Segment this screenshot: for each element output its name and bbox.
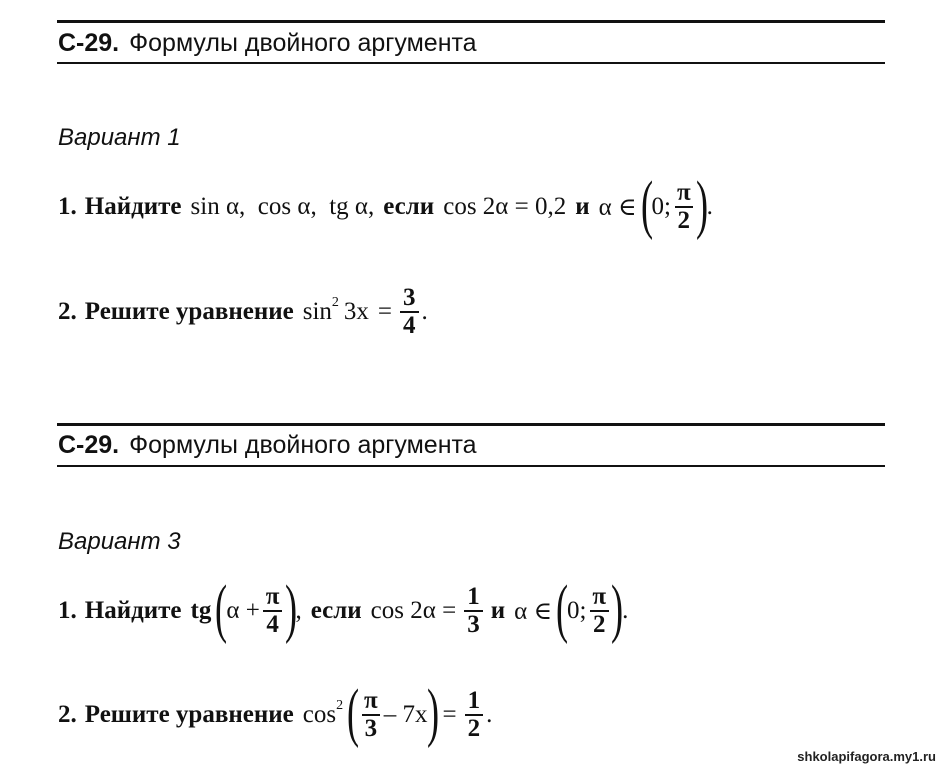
section-2-title	[58, 430, 477, 460]
fraction-denominator: 2	[675, 206, 694, 234]
interval-fraction	[589, 584, 609, 638]
fraction-denominator: 4	[400, 311, 419, 339]
task-number: 2.	[58, 298, 77, 325]
rhs-fraction	[400, 285, 419, 339]
section-1-code: С-29.	[58, 29, 120, 57]
task-membership: α ∈	[598, 194, 637, 221]
fraction-numerator: 1	[467, 687, 481, 714]
section-1-title	[58, 28, 477, 58]
left-paren: (	[347, 676, 360, 749]
condition-fraction	[464, 584, 483, 638]
left-paren: (	[640, 168, 653, 241]
task-text: Решите уравнение	[84, 298, 294, 325]
equation-equals: =	[442, 701, 457, 728]
task-end: .	[622, 597, 629, 624]
section-2-bottom-rule	[57, 465, 885, 467]
section-2-code: С-29.	[58, 431, 120, 459]
fraction-denominator: 3	[464, 610, 483, 638]
task-and: и	[490, 597, 506, 624]
left-paren: (	[215, 572, 228, 645]
section-2-task-1	[58, 572, 629, 646]
task-condition-word: если	[310, 597, 362, 624]
argument-left: α +	[226, 597, 260, 624]
task-expression: sin α, cos α, tg α,	[190, 193, 375, 220]
task-end: .	[706, 193, 713, 220]
argument-fraction	[361, 688, 381, 742]
section-1-title-text: Формулы двойного аргумента	[129, 29, 477, 57]
task-number: 1.	[58, 193, 77, 220]
equation-argument: 3x	[343, 298, 369, 325]
section-2-task-2	[58, 676, 493, 750]
fraction-numerator: π	[592, 583, 607, 610]
equation-function: sin	[302, 298, 332, 325]
fraction-numerator: 1	[467, 583, 480, 610]
right-paren: )	[695, 168, 708, 241]
section-1-variant: Вариант 1	[58, 124, 181, 151]
fraction-numerator: π	[676, 179, 691, 206]
task-text: Найдите	[84, 193, 182, 220]
interval-left: 0;	[651, 193, 671, 220]
argument-comma: ,	[295, 597, 302, 624]
task-condition: cos 2α = 0,2	[443, 193, 567, 220]
task-condition-word: если	[383, 193, 435, 220]
source-watermark: shkolapifagora.my1.ru	[797, 749, 936, 764]
task-number: 2.	[58, 701, 77, 728]
fraction-denominator: 4	[263, 610, 282, 638]
fraction-numerator: π	[265, 583, 280, 610]
fraction-numerator: π	[364, 687, 378, 714]
argument-rest: – 7x	[383, 701, 428, 728]
task-membership: α ∈	[514, 598, 552, 625]
argument-fraction	[263, 584, 283, 638]
interval-fraction	[674, 180, 694, 234]
section-2-top-rule	[57, 423, 885, 426]
equation-function: cos	[302, 701, 337, 728]
section-2-title-text: Формулы двойного аргумента	[129, 431, 477, 459]
left-paren: (	[555, 572, 569, 645]
task-number: 1.	[58, 597, 77, 624]
section-1-top-rule	[57, 20, 885, 23]
section-1-task-2	[58, 282, 428, 342]
equation-power: 2	[331, 295, 339, 310]
fraction-denominator: 2	[590, 610, 609, 638]
interval-left: 0;	[566, 597, 587, 624]
right-paren: )	[426, 676, 439, 749]
section-2-variant: Вариант 3	[58, 528, 181, 555]
right-paren: )	[284, 572, 297, 645]
section-1-bottom-rule	[57, 62, 885, 64]
task-and: и	[575, 193, 590, 220]
equation-equals: =	[377, 298, 393, 325]
fraction-numerator: 3	[403, 284, 416, 311]
rhs-fraction	[465, 688, 484, 742]
equation-power: 2	[336, 698, 344, 713]
task-text: Найдите	[84, 597, 182, 624]
task-end: .	[486, 701, 493, 728]
task-function: tg	[190, 597, 212, 624]
fraction-denominator: 3	[362, 714, 381, 742]
task-condition: cos 2α =	[370, 597, 457, 624]
task-end: .	[421, 298, 428, 325]
task-text: Решите уравнение	[84, 701, 294, 728]
fraction-denominator: 2	[465, 714, 484, 742]
right-paren: )	[611, 572, 624, 645]
section-1-task-1	[58, 168, 713, 242]
